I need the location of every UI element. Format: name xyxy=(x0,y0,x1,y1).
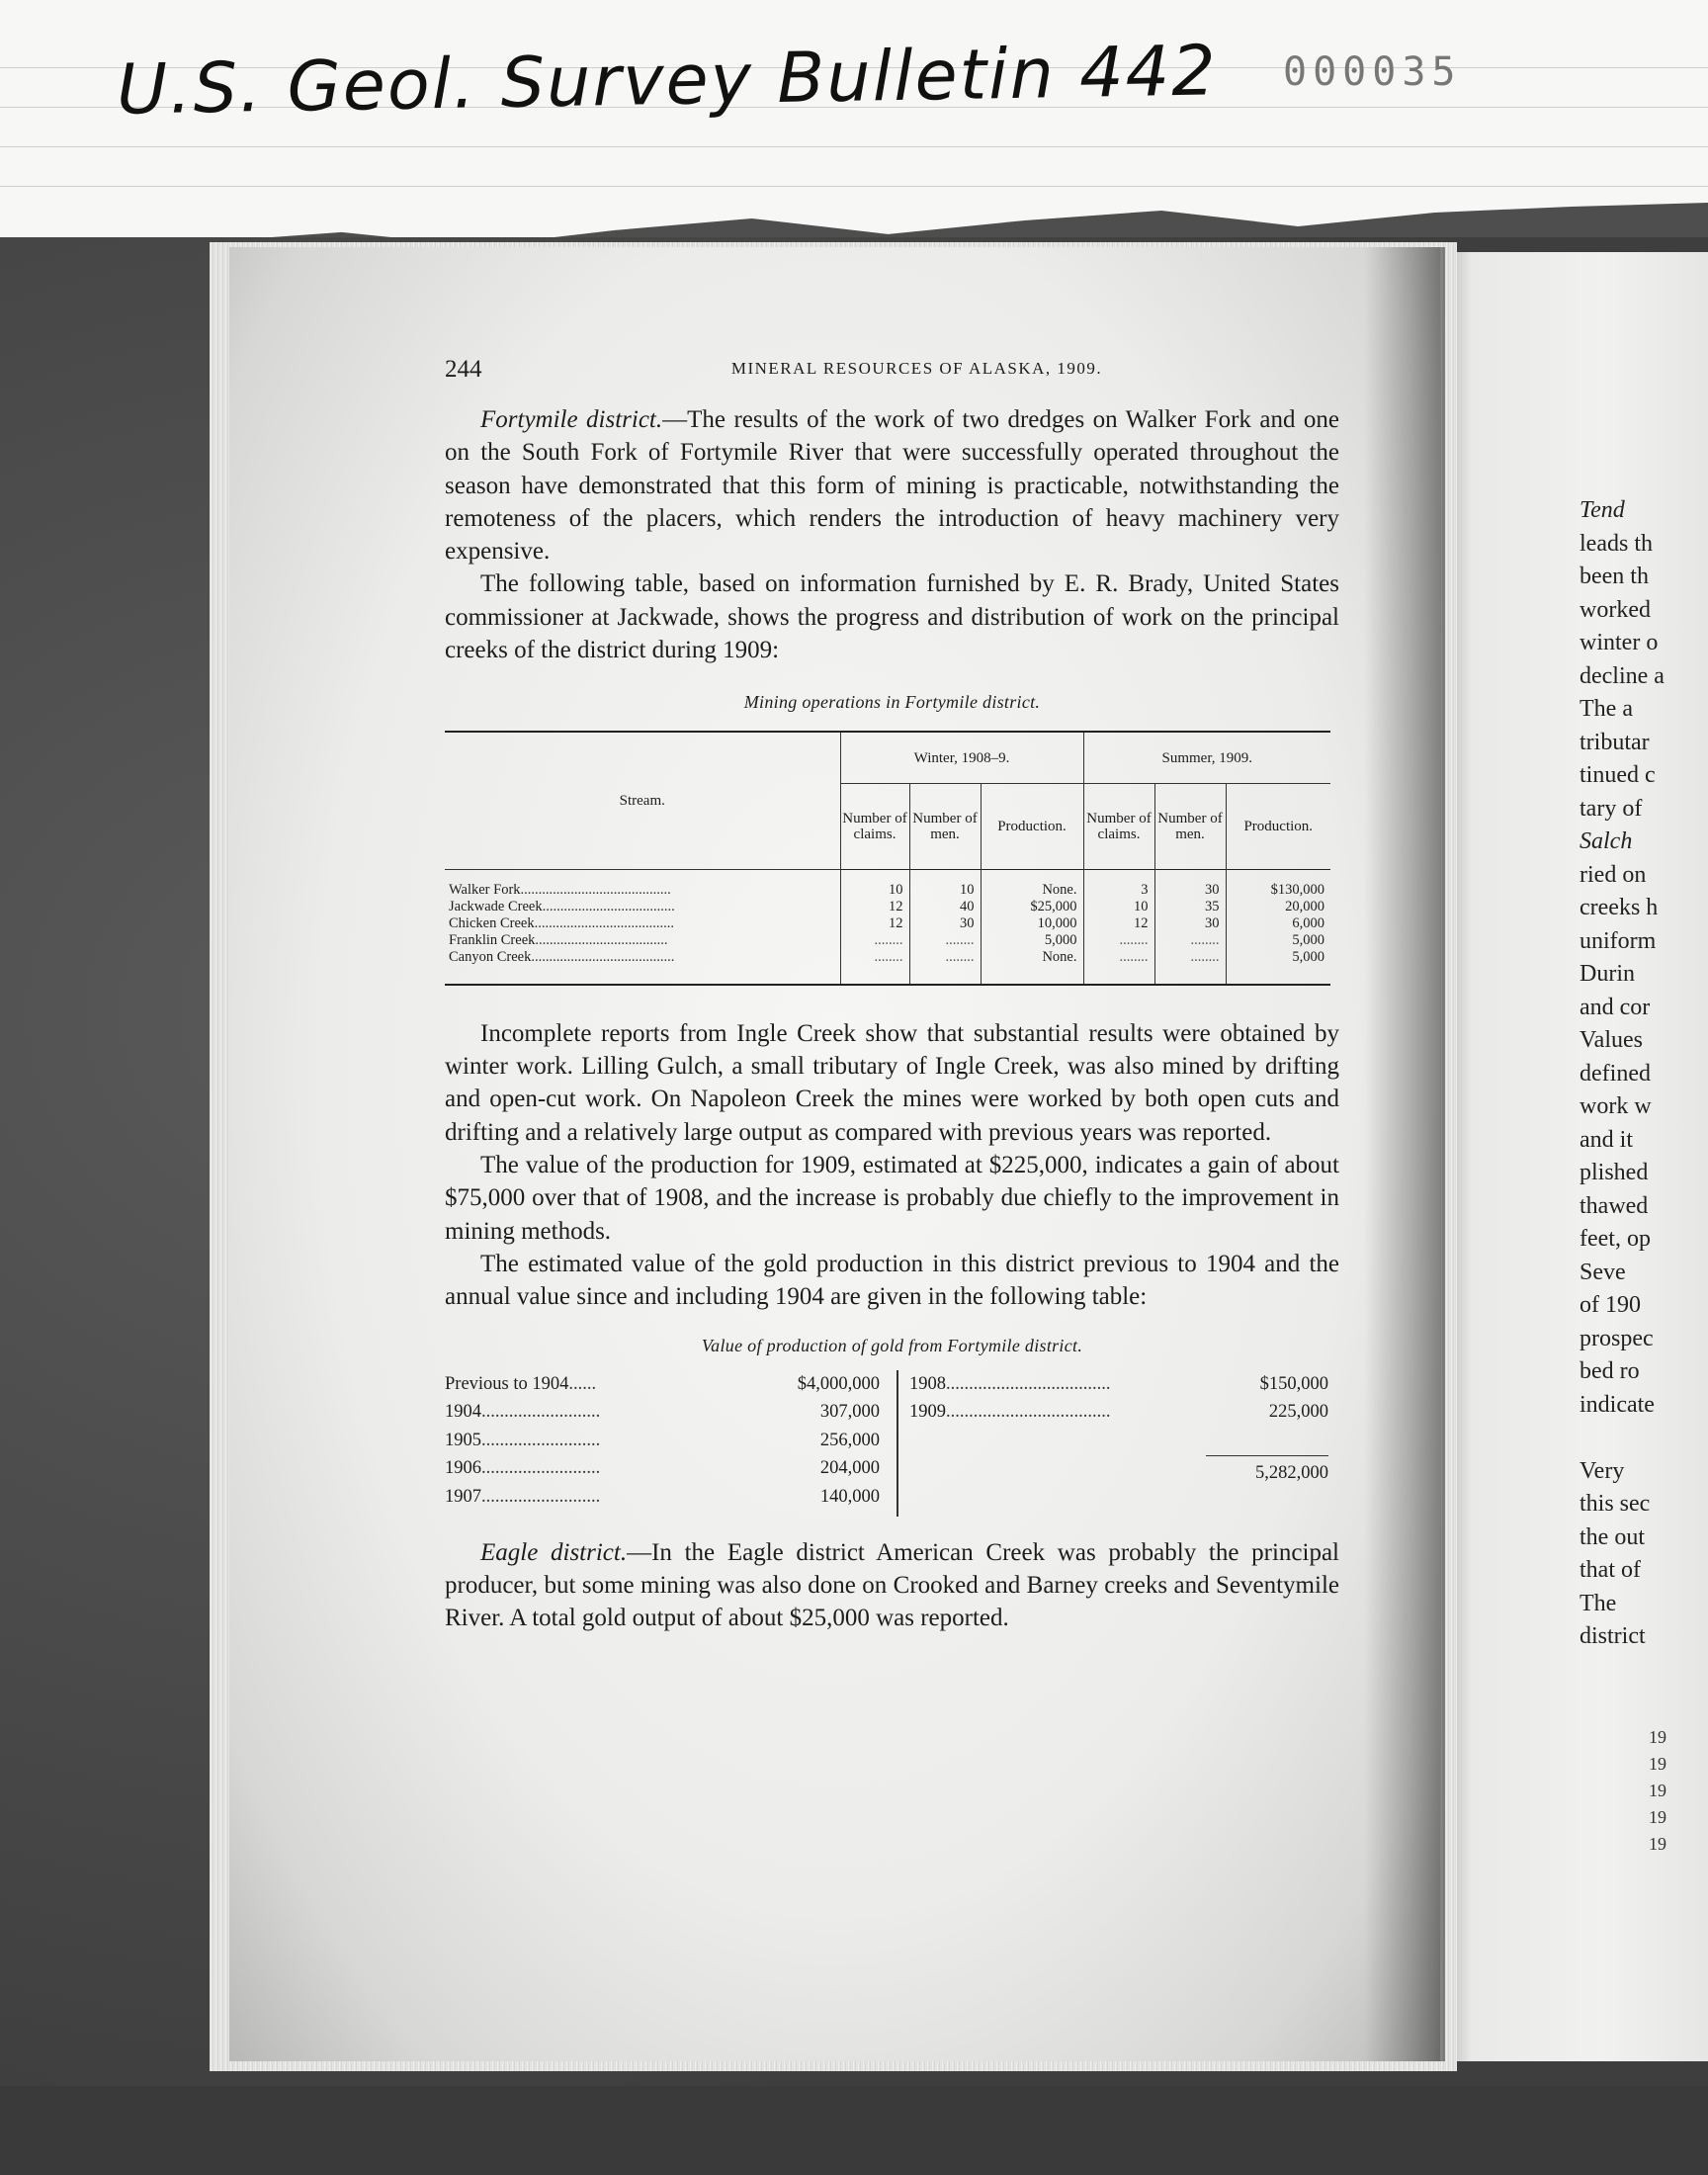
stream-name: Jackwade Creek xyxy=(449,898,543,914)
gold-table-left-column xyxy=(445,1370,880,1512)
facing-line: worked xyxy=(1580,596,1651,623)
page-content xyxy=(445,356,1339,1634)
facing-line: creeks h xyxy=(1580,895,1659,920)
col-header-production: Production. xyxy=(1226,783,1330,869)
col-header-men: Number of men. xyxy=(1154,783,1226,869)
cell-w-claims: 12 xyxy=(840,915,909,932)
leader-dots: .......................... xyxy=(481,1430,601,1450)
cell-s-prod: 5,000 xyxy=(1226,932,1330,949)
cell-s-claims: 3 xyxy=(1083,869,1154,899)
col-header-stream: Stream. xyxy=(445,732,840,869)
gold-year: 1905 xyxy=(445,1430,481,1450)
paragraph xyxy=(445,1536,1339,1635)
facing-line: that of xyxy=(1580,1557,1641,1583)
col-header-production: Production. xyxy=(981,783,1083,869)
cell-w-claims: ........ xyxy=(840,949,909,985)
leader-dots: ....................................... xyxy=(534,914,674,931)
col-group-winter: Winter, 1908–9. xyxy=(840,732,1083,783)
gold-year: 1906 xyxy=(445,1458,481,1479)
leader-dots: ........................................ xyxy=(531,948,675,965)
facing-line: prospec xyxy=(1580,1325,1654,1351)
cell-w-men: ........ xyxy=(909,949,981,985)
stream-name: Franklin Creek xyxy=(449,931,536,948)
facing-line: tributar xyxy=(1580,729,1650,755)
facing-line: Tend xyxy=(1580,497,1625,523)
facing-year: 19 xyxy=(1649,1727,1666,1747)
gold-year: 1904 xyxy=(445,1402,481,1423)
handwritten-title: U.S. Geol. Survey Bulletin 442 xyxy=(116,30,1219,130)
cell-w-claims: 12 xyxy=(840,899,909,915)
cell-w-men: ........ xyxy=(909,932,981,949)
cell-w-prod: None. xyxy=(981,949,1083,985)
gold-value: 256,000 xyxy=(819,1430,880,1450)
gold-production-table xyxy=(445,1370,1339,1513)
table-caption: Value of production of gold from Fortymile district. xyxy=(701,1335,1083,1355)
cell-s-claims: 10 xyxy=(1083,899,1154,915)
facing-line: defined xyxy=(1580,1060,1651,1087)
table-row xyxy=(445,899,1330,915)
cell-s-claims: 12 xyxy=(1083,915,1154,932)
cell-s-prod: 5,000 xyxy=(1226,949,1330,985)
gold-value: 307,000 xyxy=(819,1402,880,1423)
col-header-claims: Number of claims. xyxy=(840,783,909,869)
paragraph: The following table, based on information furnished by E. R. Brady, United States commissioner at Jackwade, shows the progress and distribution of work on the principal creeks of the district during 1909: xyxy=(445,570,1339,664)
cell-s-claims: ........ xyxy=(1083,949,1154,985)
leader-dots: .................................... xyxy=(946,1373,1111,1394)
sum-rule xyxy=(1206,1455,1328,1457)
gold-value: 140,000 xyxy=(819,1486,880,1507)
col-header-claims: Number of claims. xyxy=(1083,783,1154,869)
leader-dots: ..................................... xyxy=(542,898,675,914)
running-title: MINERAL RESOURCES OF ALASKA, 1909. xyxy=(730,359,1103,378)
facing-line: Very xyxy=(1580,1457,1625,1484)
gold-value: 204,000 xyxy=(819,1458,880,1479)
table-row xyxy=(445,932,1330,949)
gold-total-row xyxy=(1206,1459,1328,1488)
facing-line: Durin xyxy=(1580,961,1635,987)
facing-page-years xyxy=(1649,1724,1708,1858)
table-caption: Mining operations in Fortymile district. xyxy=(743,692,1041,713)
table-row xyxy=(445,915,1330,932)
paragraph: The value of the production for 1909, estimated at $225,000, indicates a gain of about $75,000 over that of 1908, and the increase is probably due chiefly to the improvement in mining methods. xyxy=(445,1152,1339,1245)
stream-name: Canyon Creek xyxy=(449,948,532,965)
stream-cell xyxy=(445,915,840,932)
paragraph-text: —The results of the work of two dredges on Walker Fork and one on the South Fork of Fortymile River that were successfully operated throughout the season have demonstrated that this form of mining is practicable, notwithstanding the remoteness of the placers, which renders the introduction of heavy machinery very expensive. xyxy=(445,406,1340,566)
cell-s-men: ........ xyxy=(1154,949,1226,985)
facing-line: tinued c xyxy=(1580,762,1656,788)
cell-s-men: 30 xyxy=(1154,915,1226,932)
gold-value: $4,000,000 xyxy=(797,1373,880,1394)
cell-s-prod: $130,000 xyxy=(1226,869,1330,899)
facing-line: and it xyxy=(1580,1126,1633,1153)
gold-year: Previous to 1904 xyxy=(445,1373,569,1394)
facing-line: tary of xyxy=(1580,795,1643,822)
facing-line: plished xyxy=(1580,1160,1649,1185)
facing-line: uniform xyxy=(1580,927,1657,954)
cell-s-prod: 6,000 xyxy=(1226,915,1330,932)
leader-dots: .................................... xyxy=(946,1402,1111,1423)
facing-line: the out xyxy=(1580,1523,1645,1550)
mining-operations-table xyxy=(445,731,1330,986)
mining-table-body xyxy=(445,869,1330,985)
facing-line: Seve xyxy=(1580,1259,1626,1285)
facing-line: bed ro xyxy=(1580,1358,1640,1384)
gold-total: 5,282,000 xyxy=(1255,1462,1328,1483)
stamp-number: 000035 xyxy=(1283,49,1462,95)
facing-line: district xyxy=(1580,1623,1646,1649)
table-divider xyxy=(897,1370,898,1517)
facing-line: The a xyxy=(1580,696,1633,722)
section-lead: Fortymile district. xyxy=(480,406,663,433)
facing-line: decline a xyxy=(1580,662,1665,689)
cell-s-men: 30 xyxy=(1154,869,1226,899)
facing-line: leads th xyxy=(1580,530,1653,557)
gold-row xyxy=(445,1454,880,1483)
cell-w-prod: $25,000 xyxy=(981,899,1083,915)
cell-w-men: 40 xyxy=(909,899,981,915)
col-header-men: Number of men. xyxy=(909,783,981,869)
cell-w-prod: None. xyxy=(981,869,1083,899)
stream-name: Chicken Creek xyxy=(449,914,535,931)
page-number: 244 xyxy=(445,356,482,383)
cell-w-claims: ........ xyxy=(840,932,909,949)
cell-s-claims: ........ xyxy=(1083,932,1154,949)
facing-line: thawed xyxy=(1580,1192,1649,1219)
table-row xyxy=(445,949,1330,985)
facing-line: The xyxy=(1580,1590,1617,1616)
page-gutter-shadow xyxy=(1364,247,1445,2061)
leader-dots: .......................... xyxy=(481,1458,601,1479)
facing-line: indicate xyxy=(1580,1391,1655,1418)
facing-line xyxy=(1580,1422,1708,1455)
cell-w-claims: 10 xyxy=(840,869,909,899)
paragraph xyxy=(445,403,1339,567)
paragraph: Incomplete reports from Ingle Creek show that substantial results were obtained by winter work. Lilling Gulch, a small tributary of Ingle Creek, was also mined by drifting and open-cut work. On Napoleon Creek the mines were worked by both open cuts and drifting and a relatively large output as compared with previous years was reported. xyxy=(445,1019,1339,1146)
stream-cell xyxy=(445,932,840,949)
gold-row xyxy=(445,1370,880,1399)
cell-w-prod: 10,000 xyxy=(981,915,1083,932)
leader-dots: ...... xyxy=(568,1373,597,1394)
facing-year: 19 xyxy=(1649,1781,1666,1800)
gold-year: 1908 xyxy=(909,1373,946,1394)
gold-row xyxy=(445,1398,880,1427)
gold-row xyxy=(909,1398,1328,1427)
facing-year: 19 xyxy=(1649,1834,1666,1854)
table-row xyxy=(445,869,1330,899)
cell-s-men: 35 xyxy=(1154,899,1226,915)
gold-row xyxy=(445,1483,880,1512)
stream-cell xyxy=(445,949,840,985)
paragraph-text: —In the Eagle district American Creek was probably the principal producer, but some mining was also done on Crooked and Barney creeks and Seventymile River. A total gold output of about $25,000 was reported. xyxy=(445,1538,1339,1632)
paragraph: The estimated value of the gold production in this district previous to 1904 and the annual value since and including 1904 are given in the following table: xyxy=(445,1250,1339,1311)
stream-cell xyxy=(445,899,840,915)
facing-line: of 190 xyxy=(1580,1292,1641,1318)
facing-line: feet, op xyxy=(1580,1226,1651,1252)
paper-rule xyxy=(0,146,1708,147)
section-lead: Eagle district. xyxy=(480,1538,628,1566)
leader-dots: ..................................... xyxy=(535,931,668,948)
leader-dots: .......................... xyxy=(481,1486,601,1507)
facing-line: winter o xyxy=(1580,630,1659,655)
col-group-summer: Summer, 1909. xyxy=(1083,732,1330,783)
gold-row xyxy=(909,1370,1328,1399)
gold-row xyxy=(445,1427,880,1455)
facing-line: work w xyxy=(1580,1093,1652,1119)
facing-line: ried on xyxy=(1580,861,1647,888)
gold-year: 1909 xyxy=(909,1402,946,1423)
gold-table-right-column xyxy=(909,1370,1328,1427)
cell-w-men: 10 xyxy=(909,869,981,899)
cell-s-prod: 20,000 xyxy=(1226,899,1330,915)
facing-line: Values xyxy=(1580,1027,1643,1053)
facing-line: been th xyxy=(1580,564,1649,589)
stream-name: Walker Fork xyxy=(449,881,521,898)
gold-value: $150,000 xyxy=(1259,1373,1328,1394)
leader-dots: .......................... xyxy=(481,1402,601,1423)
cell-w-men: 30 xyxy=(909,915,981,932)
cell-s-men: ........ xyxy=(1154,932,1226,949)
facing-line: Salch xyxy=(1580,828,1633,854)
gold-value: 225,000 xyxy=(1268,1402,1328,1423)
facing-year: 19 xyxy=(1649,1807,1666,1827)
header-paper xyxy=(0,0,1708,237)
scan-bottom xyxy=(0,2086,1708,2175)
facing-line: and cor xyxy=(1580,994,1651,1020)
stream-cell xyxy=(445,869,840,899)
gold-year: 1907 xyxy=(445,1486,481,1507)
running-head xyxy=(445,356,1339,392)
facing-year: 19 xyxy=(1649,1754,1666,1774)
paper-rule xyxy=(0,186,1708,187)
facing-page-text xyxy=(1580,494,1708,1654)
cell-w-prod: 5,000 xyxy=(981,932,1083,949)
facing-line: this sec xyxy=(1580,1491,1651,1517)
leader-dots: .......................................... xyxy=(520,881,671,898)
